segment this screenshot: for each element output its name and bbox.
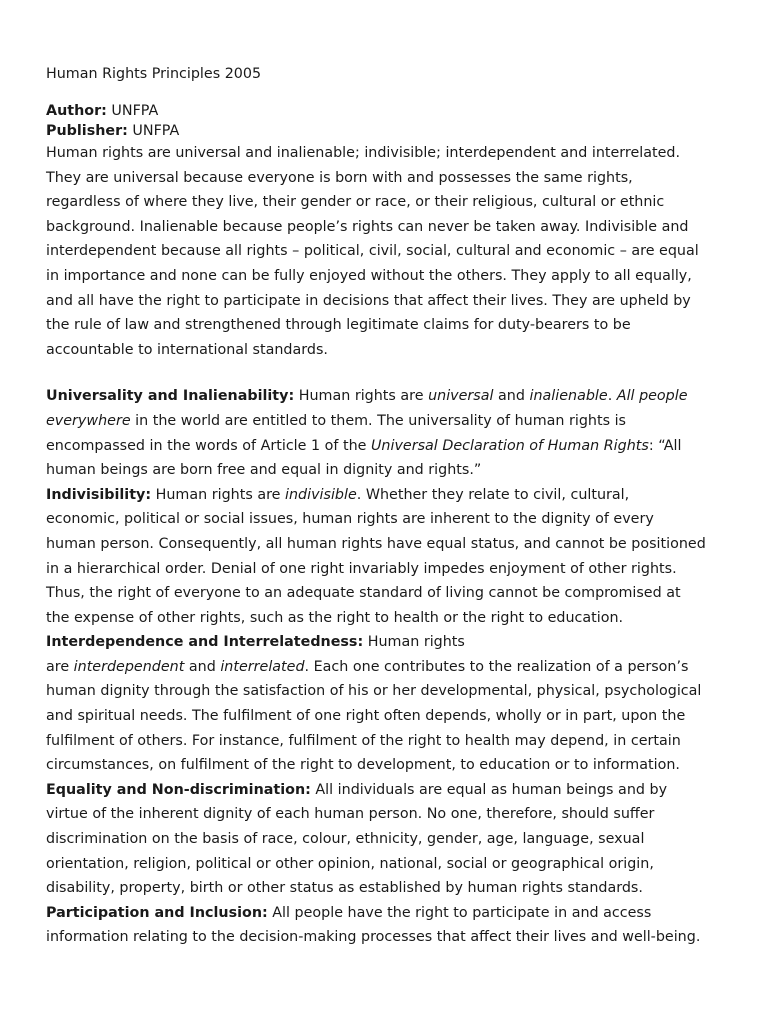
publisher-line <box>46 121 706 141</box>
document-title: Human Rights Principles 2005 <box>46 66 262 82</box>
principle-heading: Equality and Non-discrimination: <box>46 781 311 798</box>
principle-heading: Indivisibility: <box>46 486 152 503</box>
principle-text: . Whether they relate to civil, cultural, economic, political or social issues, human rights are inherent to the dignity of every human person. Consequently, all human rights have equal status, and cannot be positioned in a hierarchical order. Denial of one right invariably impedes enjoyment of other rights. Thus, the right of everyone to an adequate standard of living cannot be compromised at the expense of other rights, such as the right to health or the right to education. <box>46 486 706 626</box>
intro-paragraph: Human rights are universal and inalienable; indivisible; interdependent and interrelated. They are universal because everyone is born with and possesses the same rights, regardless of where they live, their gender or race, or their religious, cultural or ethnic background. Inalienable because people’s rights can never be taken away. Indivisible and interdependent because all rights – political, civil, social, cultural and economic – are equal in importance and none can be fully enjoyed without the others. They apply to all equally, and all have the right to participate in decisions that affect their lives. They are upheld by the rule of law and strengthened through legitimate claims for duty-bearers to be accountable to international standards. <box>46 145 699 358</box>
author-line <box>46 101 706 121</box>
principle-text: : “All human beings are born free and equal in dignity and rights.” <box>46 437 682 479</box>
author-label: Author: <box>46 103 107 119</box>
section-spacer <box>46 362 706 384</box>
principle-interdependence <box>46 630 706 778</box>
author-value: UNFPA <box>111 103 159 119</box>
principle-heading: Interdependence and Interrelatedness: <box>46 634 364 651</box>
principle-text: Human rights are <box>151 486 285 503</box>
principle-text: are <box>46 658 74 675</box>
principle-emphasis: indivisible <box>284 486 357 503</box>
principle-emphasis: All people everywhere <box>46 388 688 429</box>
principle-text: . Each one contributes to the realization of a person’s human dignity through the satisfaction of his or her developmental, physical, psychological and spiritual needs. The fulfilment of one right often depends, wholly or in part, upon the fulfilment of others. For instance, fulfilment of the right to health may depend, in certain circumstances, on fulfilment of the right to development, to education or to information. <box>46 658 702 774</box>
principle-indivisibility <box>46 483 706 631</box>
principle-emphasis: interrelated <box>220 658 305 675</box>
principle-participation <box>46 901 706 950</box>
principle-text: in the world are entitled to them. The universality of human rights is encompassed in the words of Article 1 of the <box>46 412 627 454</box>
principle-emphasis: Universal Declaration of Human Rights <box>370 437 649 454</box>
principle-universality <box>46 384 706 482</box>
principle-emphasis: interdependent <box>73 658 185 675</box>
principle-equality <box>46 778 706 901</box>
principle-emphasis: universal <box>428 388 494 405</box>
principle-text: All individuals are equal as human beings and by virtue of the inherent dignity of each human person. No one, therefore, should suffer discrimination on the basis of race, colour, ethnicity, gender, age, language, sexual orientation, religion, political or other opinion, national, social or geographical origin, disability, property, birth or other status as established by human rights standards. <box>46 781 668 897</box>
principle-emphasis: inalienable <box>529 388 608 405</box>
principle-heading: Participation and Inclusion: <box>46 904 268 921</box>
publisher-value: UNFPA <box>132 123 180 139</box>
principle-text: and <box>184 658 221 675</box>
principle-text: and <box>493 388 530 405</box>
principle-text: Human rights <box>363 634 465 651</box>
principle-text: Human rights are <box>294 388 429 405</box>
principle-text: . <box>607 388 617 405</box>
publisher-label: Publisher: <box>46 123 128 139</box>
principle-text: All people have the right to participate in and access information relating to the decision-making processes that affect their lives and well-being. <box>46 904 701 946</box>
principle-heading: Universality and Inalienability: <box>46 388 295 405</box>
